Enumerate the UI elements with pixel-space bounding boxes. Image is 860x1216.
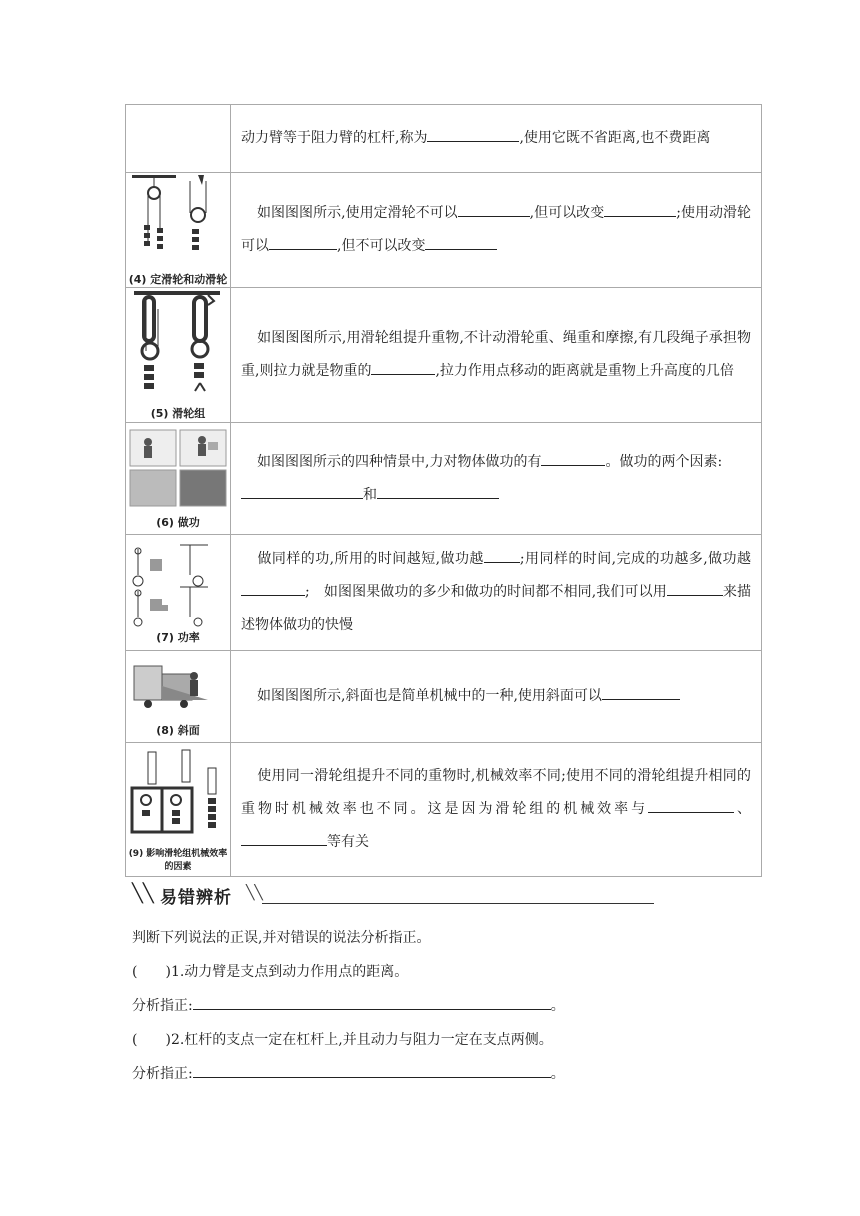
text-segment: 、 [734,801,752,817]
figure-cell [126,423,231,535]
figure-caption: (9) 影响滑轮组机械效率的因素 [128,848,228,872]
text-segment: 来描述物体做功的快慢 [241,584,752,633]
text-segment: ,拉力作用点移动的距离就是重物上升高度的几倍 [435,363,734,379]
text-segment: ; 如图图果做功的多少和做功的时间都不相同,我们可以用 [305,584,667,600]
power-figure-icon [128,541,228,627]
answer-blank[interactable] [484,548,520,563]
text-segment: 使用同一滑轮组提升不同的重物时,机械效率不同;使用不同的滑轮组提升相同的重物时机械效率也不同。这是因为滑轮组的机械效率与 [241,768,751,817]
table-row [126,288,762,423]
text-segment: 。做功的两个因素: [605,453,723,470]
text-segment: ;使用动滑轮可以 [241,205,752,254]
analysis-blank[interactable] [193,995,551,1010]
figure-cell [126,535,231,651]
answer-blank[interactable] [241,484,363,499]
empty-figure-cell [126,105,231,173]
question-text: 1.动力臂是支点到动力作用点的距离。 [170,964,409,980]
table-row [126,173,762,288]
instructions: 判断下列说法的正误,并对错误的说法分析指正。 [132,930,431,946]
section-title: 易错辨析 [160,888,232,908]
figure-caption: (6) 做功 [156,515,200,529]
pulley-system-icon [128,289,228,403]
figure-caption: (5) 滑轮组 [150,407,206,420]
figure-caption: (4) 定滑轮和动滑轮 [128,273,228,286]
answer-blank[interactable] [425,235,497,250]
table-row [126,535,762,651]
text-segment: 如图图图所示,斜面也是简单机械中的一种,使用斜面可以 [257,688,602,704]
figure-caption: (8) 斜面 [156,723,200,737]
section-slash-icon: ╲╲ [132,883,154,904]
answer-blank[interactable] [602,685,680,700]
answer-blank[interactable] [241,581,305,596]
answer-paren[interactable]: ( ) [132,964,171,980]
table-row [126,743,762,877]
row-text [231,535,762,651]
answer-blank[interactable] [667,581,723,596]
row-text [231,288,762,423]
question-item [132,1029,553,1049]
text-segment: ,但可以改变 [529,205,605,221]
section-rule [262,903,654,904]
answer-blank[interactable] [269,235,337,250]
row-text [231,743,762,877]
row-text [231,105,762,173]
figure-cell [126,743,231,877]
text-segment: 如图图图所示,使用定滑轮不可以 [257,205,458,221]
section-rule-slash-icon: ╲╲ [246,885,263,901]
figure-caption: (7) 功率 [156,630,200,644]
text-segment: 如图图图所示的四种情景中,力对物体做功的有 [257,453,542,470]
period: 。 [550,998,565,1014]
table-row [126,651,762,743]
table-row [126,105,762,173]
text-segment: 等有关 [327,834,369,850]
analysis-label: 分析指正: [132,1066,193,1082]
text-segment: ,使用它既不省距离,也不费距离 [519,130,711,146]
row-text [231,173,762,288]
answer-blank[interactable] [371,360,435,375]
work-scenes-icon [128,428,228,512]
table-row [126,423,762,535]
answer-blank[interactable] [377,484,499,499]
pulley-figure-icon [128,173,228,269]
question-text: 2.杠杆的支点一定在杠杆上,并且动力与阻力一定在支点两侧。 [170,1032,553,1048]
content-table [125,104,762,877]
figure-cell [126,288,231,423]
answer-blank[interactable] [427,127,519,142]
figure-cell [126,173,231,288]
answer-blank[interactable] [458,202,530,217]
answer-blank[interactable] [648,798,734,813]
answer-blank[interactable] [541,451,605,466]
incline-figure-icon [128,656,228,720]
period: 。 [550,1066,565,1082]
text-segment: 和 [363,486,377,503]
answer-blank[interactable] [241,831,327,846]
text-segment: 动力臂等于阻力臂的杠杆,称为 [241,130,428,146]
text-segment: 如图图图所示,用滑轮组提升重物,不计动滑轮重、绳重和摩擦,有几段绳子承担物重,则拉力就是物重的 [241,330,751,379]
row-text [231,423,762,535]
question-item [132,961,408,981]
analysis-line [132,995,565,1015]
text-segment: ;用同样的时间,完成的功越多,做功越 [519,551,751,567]
analysis-blank[interactable] [193,1063,551,1078]
analysis-line [132,1063,565,1083]
pulley-efficiency-icon [128,748,228,844]
answer-paren[interactable]: ( ) [132,1032,171,1048]
row-text [231,651,762,743]
text-segment: ,但不可以改变 [337,238,426,254]
analysis-label: 分析指正: [132,998,193,1014]
section-header [132,881,532,907]
answer-blank[interactable] [604,202,676,217]
text-segment: 做同样的功,所用的时间越短,做功越 [257,551,484,567]
figure-cell [126,651,231,743]
